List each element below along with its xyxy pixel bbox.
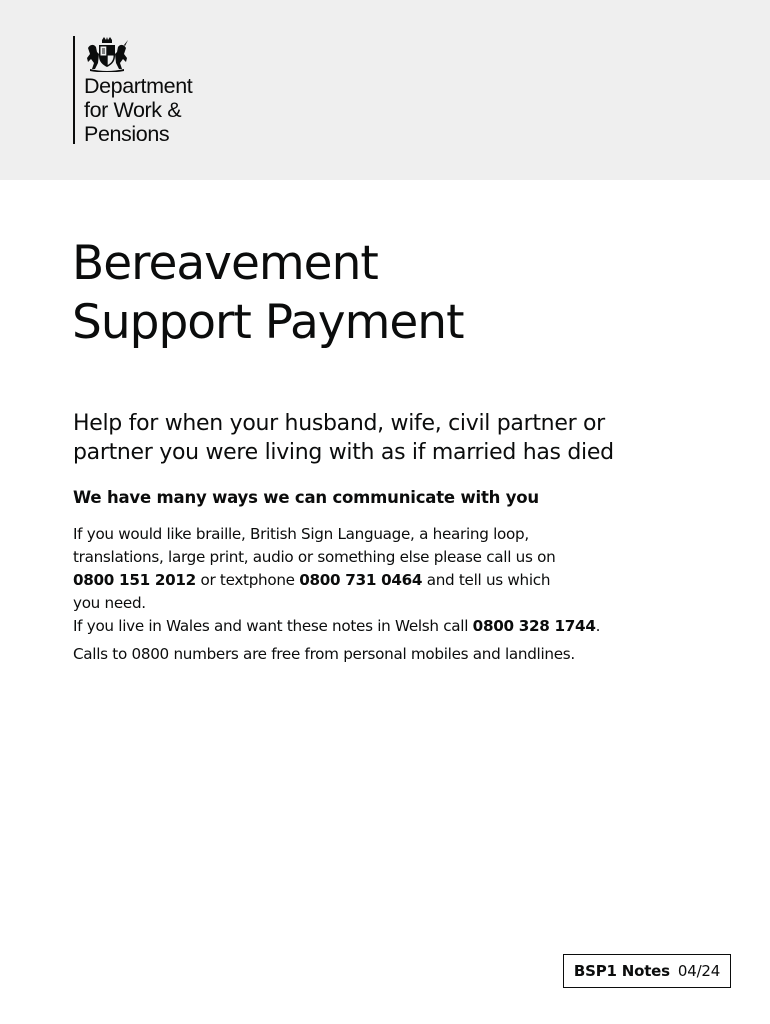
welsh-paragraph bbox=[73, 615, 600, 638]
page-title bbox=[72, 234, 712, 352]
title-line: Support Payment bbox=[72, 295, 464, 350]
welsh-phone-number: 0800 328 1744 bbox=[472, 617, 596, 635]
phone-number: 0800 151 2012 bbox=[73, 571, 196, 589]
paragraph-line: If you would like braille, British Sign Language, a hearing loop, bbox=[73, 525, 529, 543]
org-name-line: Department bbox=[84, 74, 193, 98]
header-band bbox=[0, 0, 770, 180]
subtitle-line: partner you were living with as if married has died bbox=[73, 440, 614, 465]
accessibility-paragraph bbox=[73, 523, 555, 615]
org-name-line: Pensions bbox=[84, 122, 170, 146]
paragraph-line bbox=[73, 615, 600, 638]
paragraph-text: If you live in Wales and want these notes in Welsh call bbox=[73, 617, 473, 635]
org-name-line: for Work & bbox=[84, 98, 182, 122]
calls-free-paragraph bbox=[73, 643, 575, 666]
dwp-logo bbox=[73, 36, 192, 144]
page-subtitle bbox=[73, 409, 713, 467]
paragraph-line bbox=[73, 569, 555, 592]
paragraph-text: . bbox=[595, 617, 601, 635]
paragraph-line: you need. bbox=[73, 594, 146, 612]
textphone-number: 0800 731 0464 bbox=[299, 571, 423, 589]
organisation-name bbox=[84, 74, 192, 146]
form-code: BSP1 Notes bbox=[573, 962, 670, 980]
form-date: 04/24 bbox=[677, 962, 721, 980]
subtitle-line: Help for when your husband, wife, civil partner or bbox=[73, 411, 605, 436]
paragraph-text: and tell us which bbox=[422, 571, 551, 589]
royal-coat-of-arms-icon bbox=[85, 36, 129, 72]
paragraph-line: translations, large print, audio or something else please call us on bbox=[73, 548, 556, 566]
communication-heading: We have many ways we can communicate with you bbox=[73, 488, 539, 507]
paragraph-line: Calls to 0800 numbers are free from personal mobiles and landlines. bbox=[73, 645, 575, 663]
title-line: Bereavement bbox=[72, 236, 378, 291]
paragraph-text: or textphone bbox=[195, 571, 300, 589]
form-reference-box bbox=[563, 954, 731, 988]
